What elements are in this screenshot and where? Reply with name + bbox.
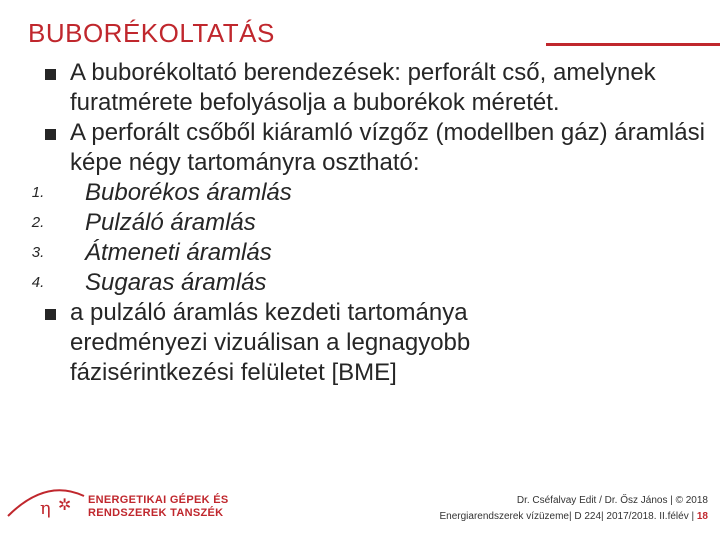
bullet-list <box>0 58 720 388</box>
svg-text:η: η <box>40 498 51 519</box>
course-info-text: Energiarendszerek vízüzeme| D 224| 2017/2018. II.félév | <box>439 511 695 522</box>
title-rule <box>546 43 720 46</box>
bullet-text: a pulzáló áramlás kezdeti tartománya eredményezi vizuálisan a legnagyobb fázisérintkezési felületet [BME] <box>70 299 471 386</box>
logo-line-1: ENERGETIKAI GÉPEK ÉS <box>88 494 229 506</box>
department-logo <box>6 486 86 531</box>
footer-credit: Dr. Cséfalvay Edit / Dr. Ősz János | © 2018 <box>516 495 708 506</box>
bullet-item-2 <box>0 118 720 178</box>
bullet-item-1 <box>0 58 720 118</box>
square-bullet-icon <box>38 118 62 148</box>
list-number: 3. <box>31 244 45 261</box>
slide-title: BUBORÉKOLTATÁS <box>28 18 275 48</box>
list-number: 1. <box>31 184 45 201</box>
bullet-item-3 <box>0 298 720 388</box>
bullet-text: A perforált csőből kiáramló vízgőz (modellben gáz) áramlási képe négy tartományra osztható: <box>70 119 705 176</box>
bullet-text: A buborékoltató berendezések: perforált cső, amelynek furatmérete befolyásolja a buborékok méretét. <box>70 59 656 116</box>
numbered-text: Átmeneti áramlás <box>85 239 272 266</box>
numbered-text: Pulzáló áramlás <box>85 209 256 236</box>
numbered-text: Sugaras áramlás <box>85 269 267 296</box>
logo-emblem-icon <box>6 486 86 526</box>
list-number: 2. <box>31 214 45 231</box>
footer-course-info <box>439 511 708 522</box>
logo-line-2: RENDSZEREK TANSZÉK <box>88 507 224 519</box>
list-number: 4. <box>31 274 45 291</box>
svg-text:✲: ✲ <box>58 495 72 514</box>
numbered-item-2 <box>0 208 720 238</box>
numbered-item-4 <box>0 268 720 298</box>
numbered-text: Buborékos áramlás <box>85 179 292 206</box>
square-bullet-icon <box>38 298 62 328</box>
numbered-item-3 <box>0 238 720 268</box>
numbered-item-1 <box>0 178 720 208</box>
page-number: 18 <box>696 511 708 522</box>
department-name <box>88 494 228 520</box>
square-bullet-icon <box>38 58 62 88</box>
